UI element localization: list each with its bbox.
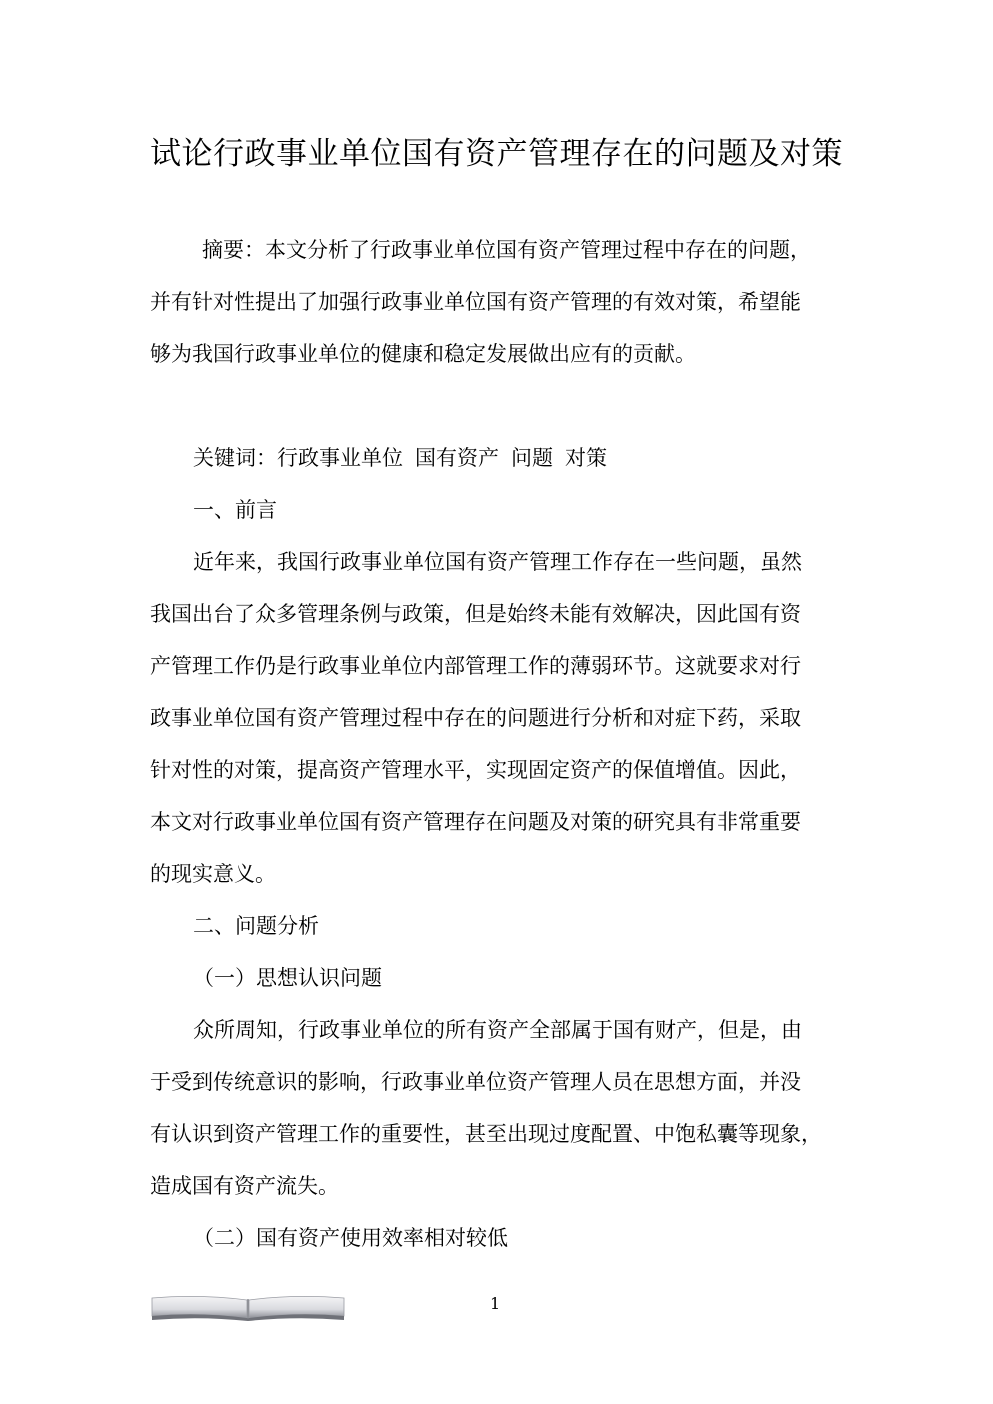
intro-line: 的现实意义。	[150, 862, 276, 886]
thinking-line: 造成国有资产流失。	[150, 1174, 339, 1198]
abstract-line: 并有针对性提出了加强行政事业单位国有资产管理的有效对策，希望能	[150, 290, 801, 314]
subsection-heading-efficiency: （二）国有资产使用效率相对较低	[193, 1226, 508, 1250]
intro-line: 针对性的对策，提高资产管理水平，实现固定资产的保值增值。因此，	[150, 758, 801, 782]
intro-line: 本文对行政事业单位国有资产管理存在问题及对策的研究具有非常重要	[150, 810, 801, 834]
keyword-item: 国有资产	[415, 446, 499, 470]
keywords-label: 关键词：	[193, 446, 277, 470]
keyword-item: 对策	[565, 446, 607, 470]
abstract-paragraph	[150, 224, 840, 380]
thinking-line: 有认识到资产管理工作的重要性，甚至出现过度配置、中饱私囊等现象，	[150, 1122, 822, 1146]
keyword-item: 问题	[511, 446, 553, 470]
abstract-line: 摘要：本文分析了行政事业单位国有资产管理过程中存在的问题，	[202, 238, 811, 262]
document-title: 试论行政事业单位国有资产管理存在的问题及对策	[150, 136, 843, 172]
subsection-heading-thinking: （一）思想认识问题	[193, 966, 382, 990]
intro-line: 政事业单位国有资产管理过程中存在的问题进行分析和对症下药，采取	[150, 706, 801, 730]
intro-paragraph	[150, 536, 840, 900]
keyword-item: 行政事业单位	[277, 446, 403, 470]
thinking-line: 众所周知，行政事业单位的所有资产全部属于国有财产，但是，由	[193, 1018, 802, 1042]
intro-line: 产管理工作仍是行政事业单位内部管理工作的薄弱环节。这就要求对行	[150, 654, 801, 678]
thinking-paragraph	[150, 1004, 840, 1212]
keywords-line	[193, 432, 607, 484]
section-heading-preface: 一、前言	[193, 498, 277, 522]
open-book-icon	[150, 1294, 346, 1321]
intro-line: 我国出台了众多管理条例与政策，但是始终未能有效解决，因此国有资	[150, 602, 801, 626]
section-heading-analysis: 二、问题分析	[193, 914, 319, 938]
page-number: 1	[490, 1294, 501, 1313]
abstract-line: 够为我国行政事业单位的健康和稳定发展做出应有的贡献。	[150, 342, 696, 366]
intro-line: 近年来，我国行政事业单位国有资产管理工作存在一些问题，虽然	[193, 550, 802, 574]
thinking-line: 于受到传统意识的影响，行政事业单位资产管理人员在思想方面，并没	[150, 1070, 801, 1094]
